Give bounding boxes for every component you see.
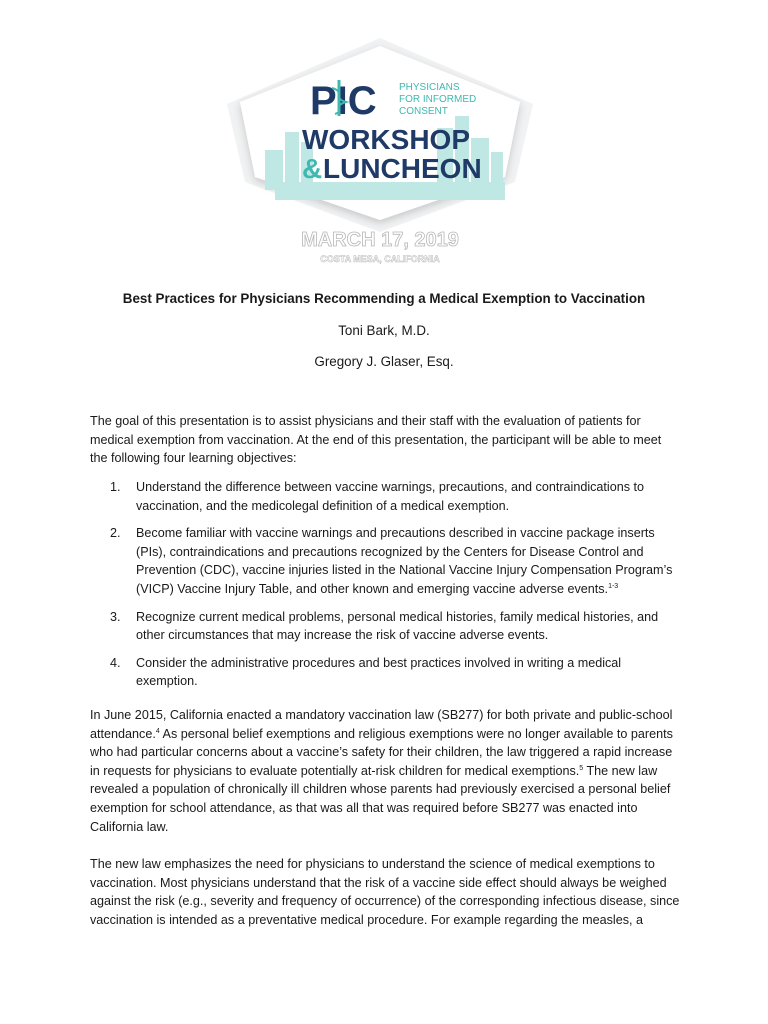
logo-luncheon-text: LUNCHEON: [323, 153, 482, 184]
author-name: Gregory J. Glaser, Esq.: [314, 354, 454, 369]
list-item-text-wrap: [136, 524, 680, 598]
list-item-text: Consider the administrative procedures and best practices involved in writing a medical exemption.: [136, 655, 622, 689]
list-item-number: 3.: [110, 609, 121, 624]
logo-location: COSTA MESA, CALIFORNIA: [320, 254, 440, 264]
logo-workshop-text: WORKSHOP: [302, 124, 470, 155]
event-logo-graphic: [215, 32, 545, 272]
author-name: Toni Bark, M.D.: [338, 323, 430, 338]
list-item-number: 1.: [110, 480, 121, 494]
paragraph-text: As personal belief exemptions and religious exemptions were no longer available to parents who had particular concerns about a vaccine’s safety for their children, the law triggered a rapid increase in requests for physicians to evaluate potentially at-risk children for medical exemptions.: [90, 726, 673, 778]
learning-objectives-list: [110, 478, 680, 700]
list-item-text: Recognize current medical problems, personal medical histories, family medical histories, and other circumstances that may increase the risk of vaccine adverse events.: [136, 609, 659, 643]
event-logo: [215, 32, 545, 272]
list-item: [110, 608, 680, 645]
intro-paragraph: The goal of this presentation is to assist physicians and their staff with the evaluation of patients for medical exemption from vaccination. At the end of this presentation, the participant will be able to meet the following four learning objectives:: [90, 414, 662, 466]
list-item: [110, 654, 680, 691]
citation-superscript: 5: [579, 764, 584, 772]
logo-ampersand: &: [302, 153, 323, 184]
paragraph-text: In June 2015, California enacted a mandatory vaccination law (SB277) for both private and public-school attendance.: [90, 708, 673, 741]
list-item-number: 2.: [110, 526, 121, 541]
paragraph-text: The new law revealed a population of chronically ill children whose parents had previously exercised a personal belief exemption for school attendance, as that was all that was required before SB277 was enacted into California law.: [90, 763, 671, 834]
list-item: [110, 524, 680, 598]
logo-org-line-2: FOR INFORMED: [399, 94, 477, 105]
body-paragraph: [90, 706, 680, 836]
document-title: Best Practices for Physicians Recommending a Medical Exemption to Vaccination: [122, 291, 646, 306]
list-item: [110, 478, 680, 515]
body-paragraph: The new law emphasizes the need for physicians to understand the science of medical exemptions to vaccination. Most physicians understand that the risk of a vaccine side effect should always be weighed against the risk (e.g., severity and frequency of occurrence) of the corresponding infectious disease, since vaccination is intended as a preventative medical procedure. For example regarding the measles, a: [90, 857, 680, 927]
list-item-text: Understand the difference between vaccine warnings, precautions, and contraindications to vaccination, and the medicolegal definition of a medical exemption.: [136, 480, 645, 513]
list-item-number: 4.: [110, 655, 121, 670]
list-item-text: Become familiar with vaccine warnings and precautions described in vaccine package inserts (PIs), contraindications and precautions recognized by the Centers for Disease Control and Prevention (CDC), vaccine injuries listed in the National Vaccine Injury Compensation Program’s (VICP) Vaccine Injury Table, and other known and emerging vaccine adverse events.: [136, 526, 673, 596]
logo-date: MARCH 17, 2019: [301, 229, 459, 251]
logo-org-line-1: PHYSICIANS: [399, 82, 460, 93]
logo-org-line-3: CONSENT: [399, 106, 448, 117]
citation-superscript: 4: [155, 727, 160, 735]
logo-pic-letters: PIC: [310, 79, 377, 123]
citation-superscript: 1-3: [608, 582, 619, 590]
